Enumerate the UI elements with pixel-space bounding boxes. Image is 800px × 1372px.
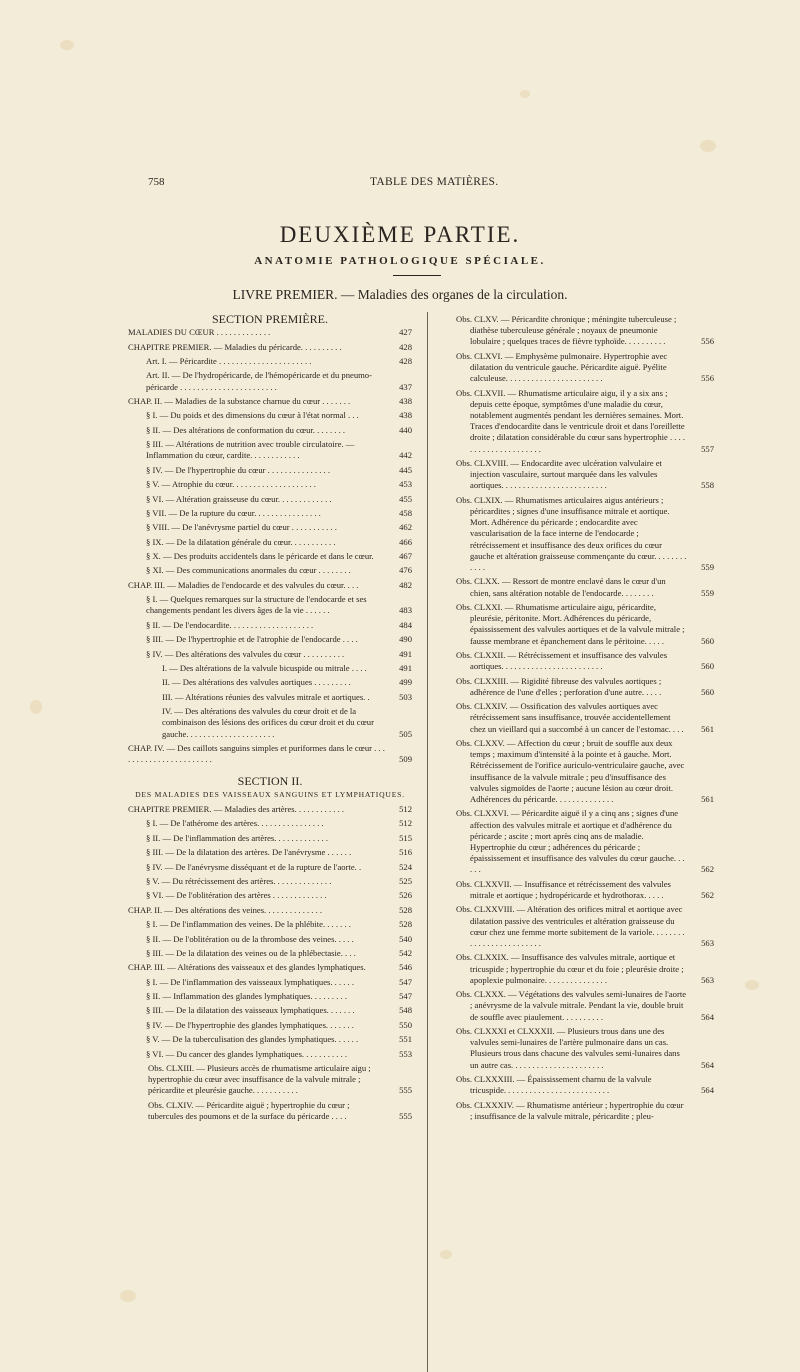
toc-entry-text: § XI. — Des communications anormales du cœur . . . . . . . .: [146, 565, 351, 576]
toc-entry-text: Obs. CLXXIX. — Insuffisance des valvules mitrale, aortique et tricuspide ; hypertrophie du cœur et du foie ; pleurésie droite ; apoplexie pulmonaire. . . . . . . . . . . . . . .: [456, 952, 684, 985]
toc-entry: [128, 677, 412, 688]
toc-entry-page: 467: [399, 551, 412, 562]
toc-entry-text: § II. — De l'oblitération ou de la thrombose des veines. . . . .: [146, 933, 354, 944]
foxing-spot: [520, 90, 530, 98]
toc-entry: [128, 537, 412, 548]
toc-entry: [128, 905, 412, 916]
toc-entry-page: 440: [399, 424, 412, 435]
toc-entry-text: § I. — De l'athérome des artères. . . . . . . . . . . . . . . .: [146, 818, 324, 829]
toc-entry-text: § III. — De la dilatation des veines ou de la phlébectasie. . . .: [146, 947, 356, 958]
foxing-spot: [30, 700, 42, 714]
toc-entry: [128, 862, 412, 873]
toc-entry-text: IV. — Des altérations des valvules du cœur droit et de la combinaison des lésions des orifices du cœur droit et du cœur gauche. . . . . . . . . . . . . . . . . . . . .: [162, 706, 374, 739]
toc-entry-text: § I. — De l'inflammation des veines. De la phlébite. . . . . . .: [146, 919, 351, 930]
toc-entry: [128, 876, 412, 887]
running-head: [148, 176, 658, 192]
toc-entry-page: 438: [399, 395, 412, 406]
toc-entry-page: 562: [701, 890, 714, 900]
toc-entry: [128, 706, 412, 740]
toc-entry-page: 551: [399, 1034, 412, 1045]
section-heading: SECTION II.: [237, 773, 303, 788]
toc-entry: [128, 327, 412, 338]
toc-entry: [456, 904, 714, 949]
toc-entry: [128, 370, 412, 392]
toc-entry-text: CHAP. II. — Maladies de la substance charnue du cœur . . . . . . .: [128, 395, 351, 406]
toc-entry-page: 556: [701, 373, 714, 384]
toc-entry-text: CHAPITRE PREMIER. — Maladies du péricarde. . . . . . . . . .: [128, 341, 342, 352]
toc-entry-page: 482: [399, 579, 412, 590]
toc-entry-page: 453: [399, 479, 412, 490]
toc-entry-page: 462: [399, 522, 412, 533]
section2-entries: [128, 804, 412, 1122]
toc-entry-page: 540: [399, 933, 412, 944]
toc-entry: [128, 649, 412, 660]
toc-entry-text: Obs. CLXV. — Péricardite chronique ; méningite tuberculeuse ; diathèse tuberculeuse générale ; noyaux de pneumonie lobulaire ; quelques traces de fièvre typhoïde. . . . . . . . . .: [456, 314, 677, 347]
toc-entry: [128, 962, 412, 973]
toc-entry-text: § III. — De la dilatation des artères. De l'anévrysme . . . . . .: [146, 847, 352, 858]
section1-entries: [128, 327, 412, 765]
toc-entry-text: CHAP. IV. — Des caillots sanguins simples et puriformes dans le cœur . . . . . . . . . . . . . . . . . . . . . . .: [128, 742, 385, 765]
column-divider: [427, 312, 428, 1372]
toc-entry-text: § IV. — Des altérations des valvules du cœur . . . . . . . . . .: [146, 648, 345, 659]
toc-entry-page: 547: [399, 976, 412, 987]
toc-entry-text: I. — Des altérations de la valvule bicuspide ou mitrale . . . .: [162, 663, 367, 674]
toc-entry-page: 438: [399, 410, 412, 421]
toc-entry-text: § II. — Inflammation des glandes lymphatiques. . . . . . . . .: [146, 991, 347, 1002]
toc-entry: [128, 948, 412, 959]
toc-entry-text: § I. — De l'inflammation des vaisseaux lymphatiques. . . . . .: [146, 976, 354, 987]
toc-entry: [128, 977, 412, 988]
toc-entry-page: 445: [399, 464, 412, 475]
toc-entry-text: Art. I. — Péricardite . . . . . . . . . . . . . . . . . . . . . .: [146, 355, 312, 366]
toc-entry: [128, 1020, 412, 1031]
toc-entry: [456, 1074, 714, 1096]
toc-entry-page: 526: [399, 890, 412, 901]
toc-entry-page: 564: [701, 1059, 714, 1070]
toc-entry-text: Obs. CLXXX. — Végétations des valvules semi-lunaires de l'aorte ; anévrysme de la valvule mitrale. Pendant la vie, double bruit de souffle avec piaulement. . . . . . . . . .: [456, 989, 687, 1022]
toc-entry-page: 505: [399, 728, 412, 739]
toc-entry: [456, 952, 714, 986]
toc-entry-page: 428: [399, 355, 412, 366]
toc-entry-page: 547: [399, 991, 412, 1002]
toc-entry: [456, 1026, 714, 1071]
toc-entry: [128, 833, 412, 844]
part-title: DEUXIÈME PARTIE.: [279, 222, 521, 247]
toc-entry: [128, 991, 412, 1002]
toc-entry-text: Obs. CLXIV. — Péricardite aiguë ; hypertrophie du cœur ; tubercules des poumons et de la surface du péricarde . . . .: [148, 1099, 350, 1122]
toc-entry-page: 563: [701, 974, 714, 985]
toc-entry-page: 542: [399, 947, 412, 958]
toc-entry-text: Obs. CLXX. — Ressort de montre enclavé dans le cœur d'un chien, sans altération notable de l'endocarde. . . . . . . .: [456, 576, 666, 598]
toc-entry: [456, 388, 714, 455]
toc-entry-page: 562: [701, 864, 714, 875]
toc-entry-page: 524: [399, 861, 412, 872]
toc-entry: [128, 594, 412, 616]
toc-entry: [128, 663, 412, 674]
toc-entry-page: 525: [399, 875, 412, 886]
toc-entry: [456, 602, 714, 647]
toc-entry-text: § III. — De la dilatation des vaisseaux lymphatiques. . . . . . .: [146, 1005, 355, 1016]
toc-entry-text: Obs. CLXVII. — Rhumatisme articulaire aigu, il y a six ans ; depuis cette époque, symptômes d'une maladie du cœur, notablement augmentés pendant les dernières semaines. Mort. Traces d'endocardite dans le ventricule droit et dans l'oreillette droite ; dilatation considérable du cœur sans hypertrophie . . . . . . . . . . . . . . . . . . . . .: [456, 387, 686, 454]
toc-entry: [128, 342, 412, 353]
toc-entry: [456, 314, 714, 348]
toc-entry-page: 553: [399, 1048, 412, 1059]
toc-entry-page: 428: [399, 341, 412, 352]
toc-entry-page: 556: [701, 336, 714, 347]
toc-entry-page: 483: [399, 605, 412, 616]
toc-entry-text: Obs. CLXXVII. — Insuffisance et rétrécissement des valvules mitrale et aortique ; hydropéricarde et hydrothorax. . . . .: [456, 878, 671, 900]
title-rule: [393, 275, 441, 276]
toc-entry-text: § IX. — De la dilatation générale du cœur. . . . . . . . . . .: [146, 536, 336, 547]
toc-entry-text: Obs. CLXXII. — Rétrécissement et insuffisance des valvules aortiques. . . . . . . . . . . . . . . . . . . . . . . .: [456, 650, 668, 672]
toc-entry-text: § II. — Des altérations de conformation du cœur. . . . . . . .: [146, 424, 346, 435]
toc-entry-text: Obs. CLXXXI et CLXXXII. — Plusieurs trous dans une des valvules semi-lunaires de l'artère pulmonaire dans un cas. Plusieurs trous dans chacune des valvules semi-lunaires dans un autre cas. . . . . . . . . . . . . . . . . . . . . .: [456, 1025, 680, 1070]
toc-entry-text: Art. II. — De l'hydropéricarde, de l'hémopéricarde et du pneumo-péricarde . . . . . . . . . . . . . . . . . . . . . . .: [146, 370, 372, 392]
toc-entry-text: § I. — Du poids et des dimensions du cœur à l'état normal . . .: [146, 410, 359, 421]
toc-entry-page: 458: [399, 507, 412, 518]
toc-entry: [128, 934, 412, 945]
toc-entry: [128, 479, 412, 490]
toc-entry-text: § II. — De l'inflammation des artères. . . . . . . . . . . . .: [146, 832, 328, 843]
toc-entry: [128, 620, 412, 631]
toc-entry: [128, 1063, 412, 1097]
toc-entry-page: 466: [399, 536, 412, 547]
toc-entry: [128, 847, 412, 858]
toc-entry: [456, 650, 714, 672]
toc-entry: [456, 989, 714, 1023]
toc-entry-text: Obs. CLXIII. — Plusieurs accès de rhumatisme articulaire aigu ; hypertrophie du cœur avec insuffisance de la valvule mitrale ; péricardite et pleurésie gauche. . . . . . . . . . .: [148, 1063, 371, 1096]
section-subtitle: DES MALADIES DES VAISSEAUX SANGUINS ET LYMPHATIQUES.: [135, 789, 405, 799]
toc-entry: [128, 818, 412, 829]
toc-entry-page: 491: [399, 648, 412, 659]
toc-entry-page: 546: [399, 962, 412, 973]
toc-entry-page: 557: [701, 443, 714, 454]
toc-entry: [456, 576, 714, 598]
toc-entry-text: Obs. CLXXI. — Rhumatisme articulaire aigu, péricardite, pleurésie, péritonite. Mort. Adhérences du péricarde, épaississement des valvules aortiques et de la valvule mitrale ; fausse membrane et épanchement dans le péritoine. . . . .: [456, 602, 685, 646]
observation-entries: [456, 314, 714, 1122]
toc-entry: [128, 439, 412, 461]
toc-entry-text: § III. — Altérations de nutrition avec trouble circulatoire. — Inflammation du cœur, cardite. . . . . . . . . . . .: [146, 439, 355, 461]
toc-entry: [456, 351, 714, 385]
toc-entry: [128, 804, 412, 815]
toc-entry-page: 550: [399, 1019, 412, 1030]
toc-entry: [456, 738, 714, 805]
toc-entry-page: 564: [701, 1085, 714, 1096]
toc-entry: [456, 676, 714, 698]
toc-entry-text: Obs. CLXXIV. — Ossification des valvules aortiques avec rétrécissement sans insuffisance, trouvée accidentellement chez un vieillard qui a succombé à un cancer de l'estomac. . . .: [456, 701, 684, 734]
toc-entry-text: Obs. CLXXXIV. — Rhumatisme antérieur ; hypertrophie du cœur ; insuffisance de la valvule mitrale, péricardite ; pleu-: [456, 1099, 684, 1121]
part-subtitle: ANATOMIE PATHOLOGIQUE SPÉCIALE.: [254, 255, 546, 267]
toc-entry-page: 558: [701, 480, 714, 491]
foxing-spot: [745, 980, 759, 990]
toc-entry-text: CHAP. III. — Altérations des vaisseaux et des glandes lymphatiques.: [128, 962, 366, 973]
toc-entry: [128, 919, 412, 930]
foxing-spot: [60, 40, 74, 50]
toc-entry-page: 484: [399, 619, 412, 630]
right-column: [456, 314, 714, 1125]
toc-entry: [128, 356, 412, 367]
toc-entry-text: III. — Altérations réunies des valvules mitrale et aortiques. .: [162, 691, 370, 702]
toc-entry-text: II. — Des altérations des valvules aortiques . . . . . . . . .: [162, 677, 351, 688]
toc-entry-text: § IV. — De l'hypertrophie du cœur . . . . . . . . . . . . . . .: [146, 464, 330, 475]
toc-entry-text: Obs. CLXXXIII. — Épaississement charnu de la valvule tricuspide. . . . . . . . . . . . . . . . . . . . . . . . .: [456, 1073, 652, 1096]
left-column: [128, 314, 412, 1125]
toc-entry: [128, 494, 412, 505]
toc-entry-page: 560: [701, 635, 714, 646]
toc-entry-page: 564: [701, 1011, 714, 1022]
toc-entry-text: Obs. CLXVIII. — Endocardite avec ulcération valvulaire et injection vasculaire, surtout marquée dans les valvules aortiques. . . . . . . . . . . . . . . . . . . . . . . . .: [456, 458, 662, 491]
toc-entry-page: 516: [399, 847, 412, 858]
toc-entry-page: 427: [399, 327, 412, 338]
toc-entry: [128, 565, 412, 576]
toc-entry: [128, 1034, 412, 1045]
toc-entry-text: § IV. — De l'anévrysme disséquant et de la rupture de l'aorte. .: [146, 861, 362, 872]
toc-entry: [128, 890, 412, 901]
toc-entry: [128, 1049, 412, 1060]
toc-entry: [128, 580, 412, 591]
toc-entry-page: 491: [399, 663, 412, 674]
toc-entry-text: § VIII. — De l'anévrysme partiel du cœur . . . . . . . . . . .: [146, 522, 337, 533]
toc-entry: [456, 1100, 714, 1122]
toc-entry: [456, 879, 714, 901]
toc-entry-page: 512: [399, 803, 412, 814]
toc-entry-text: § VI. — Altération graisseuse du cœur. . . . . . . . . . . . .: [146, 493, 332, 504]
toc-entry-text: Obs. CLXVI. — Emphysème pulmonaire. Hypertrophie avec dilatation du ventricule gauche. Péricardite aiguë. Pyélite calculeuse. . . . . . . . . . . . . . . . . . . . . . .: [456, 350, 668, 384]
toc-entry: [128, 743, 412, 765]
toc-entry-page: 503: [399, 691, 412, 702]
toc-entry-page: 512: [399, 818, 412, 829]
toc-entry-page: 509: [399, 754, 412, 765]
toc-entry: [128, 508, 412, 519]
toc-entry-page: 559: [701, 562, 714, 573]
toc-entry-text: § V. — Atrophie du cœur. . . . . . . . . . . . . . . . . . . .: [146, 479, 316, 490]
toc-entry: [128, 522, 412, 533]
toc-entry-page: 555: [399, 1111, 412, 1122]
toc-entry: [456, 808, 714, 875]
toc-entry-page: 555: [399, 1085, 412, 1096]
toc-entry: [456, 495, 714, 573]
toc-entry-text: Obs. CLXXV. — Affection du cœur ; bruit de souffle aux deux temps ; maximum d'intensité à la pointe et à gauche. Mort. Rétrécissement de l'orifice auriculo-ventriculaire gauche, avec insuffisance de la valvule mitrale ; peu d'insuffisance des valvules sigmoïdes de l'aorte ; aucune lésion au cœur droit. Adhérences du péricarde. . . . . . . . . . . . . .: [456, 737, 685, 804]
toc-entry-text: § X. — Des produits accidentels dans le péricarde et dans le cœur.: [146, 551, 374, 562]
toc-entry-text: § V. — Du rétrécissement des artères. . . . . . . . . . . . . .: [146, 875, 332, 886]
toc-entry-text: Obs. CLXIX. — Rhumatismes articulaires aigus antérieurs ; péricardites ; signes d'une insuffisance mitrale et aortique. Mort. Adhérence du péricarde ; endocardite avec vascularisation de la face interne de l'endocarde ; rétrécissement et insuffisance des deux orifices du cœur gauche et altération graisseuse commençante du cœur. . . . . . . . . . . .: [456, 494, 687, 573]
toc-entry: [456, 701, 714, 735]
toc-entry-text: Obs. CLXXVI. — Péricardite aiguë il y a cinq ans ; signes d'une affection des valvules mitrale et aortique et d'adhérence du péricarde ; ascite ; mort après cinq ans de maladie. Hypertrophie du cœur ; adhérences du péricarde ; épaississement et insuffisance des valvules du cœur gauche. . . . . .: [456, 808, 685, 875]
running-title: TABLE DES MATIÈRES.: [370, 176, 499, 188]
livre-heading: LIVRE PREMIER. — Maladies des organes de la circulation.: [232, 287, 568, 302]
toc-entry-page: 561: [701, 723, 714, 734]
toc-entry-page: 499: [399, 677, 412, 688]
toc-entry-page: 442: [399, 450, 412, 461]
toc-entry-text: § VI. — Du cancer des glandes lymphatiques. . . . . . . . . . .: [146, 1048, 348, 1059]
toc-entry-text: CHAPITRE PREMIER. — Maladies des artères. . . . . . . . . . . .: [128, 803, 345, 814]
toc-entry: [128, 1005, 412, 1016]
toc-entry-page: 560: [701, 686, 714, 697]
toc-entry-text: § IV. — De l'hypertrophie des glandes lymphatiques. . . . . . .: [146, 1019, 354, 1030]
foxing-spot: [700, 140, 716, 152]
toc-entry-text: § VI. — De l'oblitération des artères . . . . . . . . . . . . .: [146, 890, 327, 901]
toc-entry-text: CHAP. II. — Des altérations des veines. . . . . . . . . . . . . .: [128, 904, 323, 915]
toc-entry-page: 490: [399, 634, 412, 645]
toc-entry: [128, 634, 412, 645]
page-number: 758: [148, 176, 165, 188]
toc-entry-page: 559: [701, 587, 714, 598]
toc-entry-text: § III. — De l'hypertrophie et de l'atrophie de l'endocarde . . . .: [146, 634, 358, 645]
toc-entry-page: 455: [399, 493, 412, 504]
toc-entry-text: § VII. — De la rupture du cœur. . . . . . . . . . . . . . . .: [146, 507, 321, 518]
toc-entry-text: CHAP. III. — Maladies de l'endocarde et des valvules du cœur. . . .: [128, 579, 359, 590]
toc-entry-text: § II. — De l'endocardite. . . . . . . . . . . . . . . . . . . .: [146, 619, 314, 630]
toc-entry: [128, 465, 412, 476]
toc-entry-page: 560: [701, 661, 714, 672]
foxing-spot: [120, 1290, 136, 1302]
toc-entry-page: 515: [399, 832, 412, 843]
toc-entry-page: 563: [701, 938, 714, 948]
toc-entry-text: MALADIES DU CŒUR . . . . . . . . . . . . .: [128, 327, 271, 338]
toc-entry: [128, 425, 412, 436]
toc-entry-page: 561: [701, 794, 714, 804]
toc-entry: [128, 396, 412, 407]
toc-entry: [456, 458, 714, 492]
toc-entry-text: § I. — Quelques remarques sur la structure de l'endocarde et ses changements pendant les divers âges de la vie . . . . . .: [146, 594, 367, 616]
toc-entry: [128, 1100, 412, 1122]
section-heading: SECTION PREMIÈRE.: [211, 312, 328, 326]
toc-entry-page: 476: [399, 565, 412, 576]
toc-entry-page: 437: [399, 381, 412, 392]
toc-entry-page: 548: [399, 1005, 412, 1016]
toc-entry-page: 528: [399, 919, 412, 930]
foxing-spot: [440, 1250, 452, 1259]
toc-entry: [128, 410, 412, 421]
toc-entry-text: § V. — De la tuberculisation des glandes lymphatiques. . . . . .: [146, 1034, 359, 1045]
toc-entry-page: 528: [399, 904, 412, 915]
toc-entry-text: Obs. CLXXVIII. — Altération des orifices mitral et aortique avec dilatation passive des ventricules et altération graisseuse du cœur chez une femme morte subitement de la variole. . . . . . . . . . . . . . . . . . . . . . . . .: [456, 904, 685, 948]
toc-entry: [128, 551, 412, 562]
toc-entry-text: Obs. CLXXIII. — Rigidité fibreuse des valvules aortiques ; adhérence de l'une d'elles ; perforation d'une autre. . . . .: [456, 675, 662, 697]
toc-entry: [128, 692, 412, 703]
